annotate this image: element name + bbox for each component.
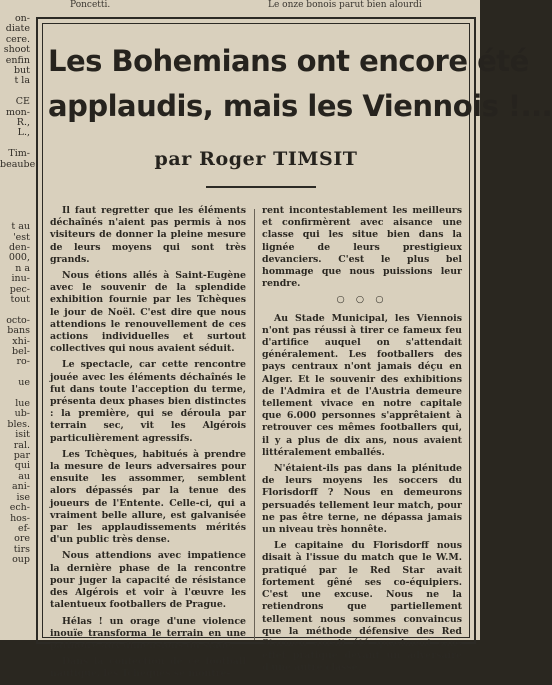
- adjacent-column-fragments: [0, 13, 39, 640]
- fragment-line: ani-: [11, 481, 30, 493]
- fragment-line: mon-: [5, 106, 30, 118]
- fragment-line: tirs: [13, 543, 30, 555]
- fragment-line: ise: [16, 491, 30, 503]
- fragment-line: hos-: [10, 512, 30, 524]
- fragment-line: 'est: [13, 231, 30, 243]
- fragment-line: ef-: [17, 522, 30, 534]
- fragment-line: inu-: [11, 273, 30, 285]
- fragment-line: CE: [15, 96, 30, 108]
- top-right-snippet: Le onze bonois parut bien alourdi: [268, 0, 422, 10]
- article-frame: [36, 17, 552, 680]
- article-column-1: [50, 205, 246, 685]
- fragment-line: ue: [18, 377, 30, 389]
- fragment-line: pec-: [9, 283, 30, 295]
- fragment-line: [0, 170, 30, 180]
- fragment-line: ral.: [13, 439, 30, 451]
- fragment-line: xhi-: [12, 335, 30, 347]
- fragment-line: bel-: [12, 346, 30, 357]
- fragment-line: [0, 201, 30, 211]
- article-column-2: [262, 205, 462, 679]
- fragment-line: on-: [14, 13, 30, 24]
- paragraph: Il faut regretter que les éléments déchaînés n'aient pas permis à nos visiteurs de donner la pleine mesure de leurs moyens qui sont très grands.: [50, 205, 246, 265]
- headline: [48, 39, 552, 129]
- top-left-snippet: Poncetti.: [70, 0, 111, 10]
- paragraph: Dans la confection de ce football nautique, les Tchèques se montrè-: [50, 656, 246, 680]
- fragment-line: tout: [10, 293, 30, 305]
- byline: [38, 148, 474, 170]
- paragraph: Nous attendions avec impatience la dernière phase de la rencontre pour juger la capacité de résistance des Algérois et voir à l'œuvre les talentueux footballers de Prague.: [50, 550, 246, 611]
- fragment-line: R.,: [16, 117, 30, 129]
- fragment-line: 000,: [8, 252, 30, 264]
- headline-line-2: applaudis, mais les Viennois !...: [48, 89, 552, 123]
- fragment-line: lue: [15, 398, 30, 410]
- paragraph: Au Stade Municipal, les Viennois n'ont pas réussi à tirer ce fameux feu d'artifice auquel on s'attendait généralement. Les footballers des pays centraux n'ont jamais déçu en Alger. Et le souvenir des exhibitions de l'Admira et de l'Austria demeure tellement vivace en notre capitale que 6.000 personnes s'apprêtaient à retrouver ces mêmes footballers qui, il y a plus de dix ans, nous avaient littéralement emballés.: [262, 312, 462, 458]
- fragment-line: oup: [12, 554, 30, 566]
- fragment-line: Tim-: [8, 148, 30, 160]
- fragment-line: den-: [8, 241, 30, 253]
- fragment-line: ub-: [14, 408, 30, 420]
- fragment-line: ore: [14, 533, 30, 545]
- fragment-line: bans: [7, 325, 30, 337]
- fragment-line: ro-: [16, 356, 30, 368]
- headline-line-1: Les Bohemians ont encore été: [48, 44, 529, 78]
- fragment-line: octo-: [6, 314, 30, 326]
- column-divider: [254, 209, 255, 640]
- section-separator: ○ ○ ○: [336, 294, 388, 306]
- paragraph: rent incontestablement les meilleurs et confirmèrent avec aisance une classe qui les situe bien dans la lignée de leurs prestigieux devanciers. C'est le plus bel hommage que nous puissions leur rendre.: [262, 205, 462, 290]
- fragment-line: bles.: [7, 418, 30, 430]
- fragment-line: enfin: [5, 54, 30, 66]
- paragraph: Hélas ! un orage d'une violence inouïe transforma le terrain en une patinoire aux dimensions du stade.: [50, 615, 246, 651]
- byline-rule: [206, 186, 316, 188]
- fragment-line: t la: [14, 75, 30, 87]
- fragment-line: qui: [14, 460, 30, 472]
- fragment-line: shoot: [3, 44, 30, 56]
- paragraph: Le spectacle, car cette rencontre jouée avec les éléments déchaînés le fut dans toute l'acception du terme, présenta deux phases bien distinctes : la première, qui se déroula par terrain sec, vit les Algérois particulièrement agressifs.: [50, 359, 246, 444]
- fragment-line: isit: [15, 429, 30, 441]
- fragment-line: beaube.: [0, 158, 39, 170]
- byline-author: Roger TIMSIT: [199, 148, 358, 170]
- fragment-line: n a: [15, 262, 30, 274]
- paragraph: Nous étions allés à Saint-Eugène avec le souvenir de la splendide exhibition fournie par les Tchèques le jour de Noël. C'est dire que nous attendions le renouvellement de ces actions individuelles et surtout collectives qui nous avaient séduit.: [50, 270, 246, 355]
- byline-prefix: par: [154, 148, 192, 170]
- paragraph: Les Tchèques, habitués à prendre la mesure de leurs adversaires pour ensuite les assommer, semblent alors dépassés par la tenue des joueurs de l'Entente. Celle-ci, qui a vraiment belle allure, est galvanisée par les applaudissements mérités d'un public très dense.: [50, 448, 246, 546]
- fragment-line: [0, 181, 30, 191]
- fragment-line: diate: [5, 23, 30, 35]
- paragraph: Le capitaine du Florisdorff nous disait à l'issue du match que le W.M. pratiqué par le Red Star avait fortement gêné ses co-équipiers. C'est une excuse. Nous ne la retiendrons que partiellement tellement nous sommes convaincus que la méthode défensive des Red Starmen aurait été quasiment sans effet pratique devant un adversaire d'une autre classe.: [262, 540, 462, 674]
- paragraph: N'étaient-ils pas dans la plénitude de leurs moyens les soccers du Florisdorff ? Nous en demeurons persuadés tellement leur match, pour ne pas être terne, ne dépassa jamais un niveau très honnête.: [262, 463, 462, 536]
- fragment-line: cere.: [5, 33, 30, 45]
- fragment-line: but: [13, 65, 30, 77]
- fragment-line: L.,: [17, 127, 30, 139]
- fragment-line: t au: [11, 221, 30, 233]
- fragment-line: [0, 191, 30, 201]
- fragment-line: au: [18, 470, 30, 482]
- fragment-line: ech-: [9, 502, 30, 514]
- fragment-line: par: [13, 450, 30, 462]
